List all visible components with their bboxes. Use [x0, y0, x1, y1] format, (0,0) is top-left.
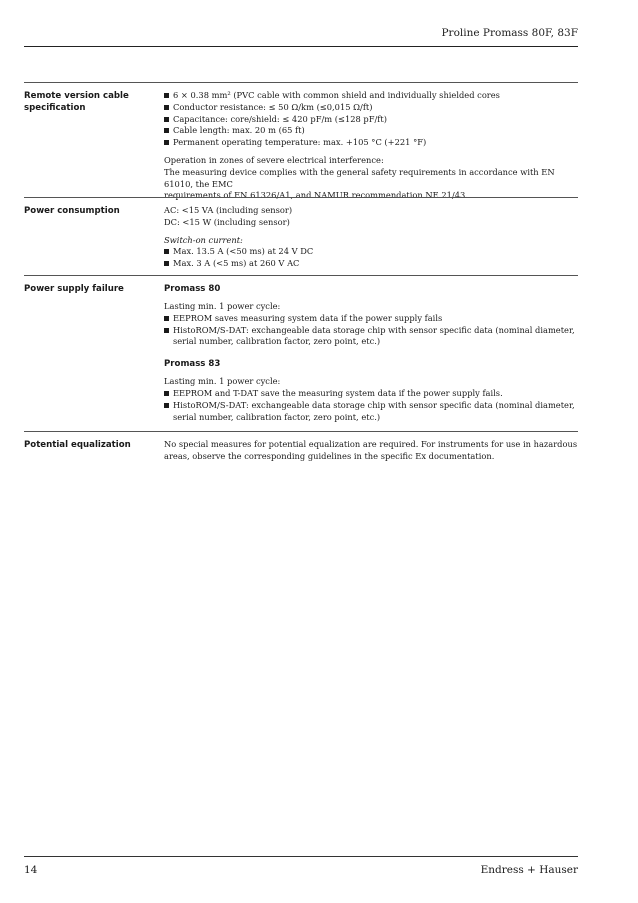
paragraph-line: The measuring device complies with the general safety requirements in accordance with EN 61010, the EMC: [164, 166, 555, 189]
section-potential-equalization: [24, 431, 578, 471]
text-line: DC: <15 W (including sensor): [164, 216, 290, 227]
section-power-supply-failure: [24, 275, 578, 431]
header-rule: [24, 46, 578, 47]
list-item: Cable length: max. 20 m (65 ft): [164, 125, 578, 137]
section-power-consumption: [24, 197, 578, 275]
list-item: 6 × 0.38 mm² (PVC cable with common shield and individually shielded cores: [164, 90, 578, 102]
section-content: [164, 283, 578, 423]
section-label: Power consumption: [24, 206, 120, 216]
footer-rule: [24, 856, 578, 857]
list-item: Max. 3 A (<5 ms) at 260 V AC: [164, 258, 578, 270]
group-heading: Promass 83: [164, 359, 221, 370]
list-item: EEPROM saves measuring system data if the power supply fails: [164, 313, 578, 325]
section-label: Potential equalization: [24, 440, 131, 450]
text-line: AC: <15 VA (including sensor): [164, 205, 293, 215]
list-item: Capacitance: core/shield: ≤ 420 pF/m (≤128 pF/ft): [164, 114, 578, 126]
paragraph-line: requirements of EN 61326/A1, and NAMUR recommendation NE 21/43.: [164, 190, 468, 201]
section-remote-cable: [24, 82, 578, 201]
list-item: HistoROM/S-DAT: exchangeable data storage chip with sensor specific data (nominal diameter, serial number, calibration factor, zero point, etc.): [164, 400, 578, 424]
section-content: No special measures for potential equalization are required. For instruments for use in hazardous areas, observe the corresponding guidelines in the specific Ex documentation.: [164, 439, 578, 461]
paragraph-line: Operation in zones of severe electrical interference:: [164, 154, 384, 165]
group-intro: Lasting min. 1 power cycle:: [164, 376, 281, 387]
list-item: Max. 13.5 A (<50 ms) at 24 V DC: [164, 246, 578, 258]
page-number: 14: [24, 864, 38, 876]
footer-brand: Endress + Hauser: [480, 864, 578, 876]
section-label: Remote version cable specification: [24, 91, 129, 113]
section-content: [164, 205, 578, 270]
group-intro: Lasting min. 1 power cycle:: [164, 301, 281, 311]
subtitle: Switch-on current:: [164, 234, 243, 245]
list-item: Permanent operating temperature: max. +105 °C (+221 °F): [164, 137, 578, 149]
list-item: HistoROM/S-DAT: exchangeable data storage chip with sensor specific data (nominal diameter, serial number, calibration factor, zero point, etc.): [164, 325, 578, 349]
list-item: Conductor resistance: ≤ 50 Ω/km (≤0,015 Ω/ft): [164, 102, 578, 114]
group-heading: Promass 80: [164, 284, 221, 294]
page-header-title: Proline Promass 80F, 83F: [441, 27, 578, 39]
section-label: Power supply failure: [24, 284, 124, 294]
section-content: [164, 90, 578, 202]
list-item: EEPROM and T-DAT save the measuring system data if the power supply fails.: [164, 388, 578, 400]
